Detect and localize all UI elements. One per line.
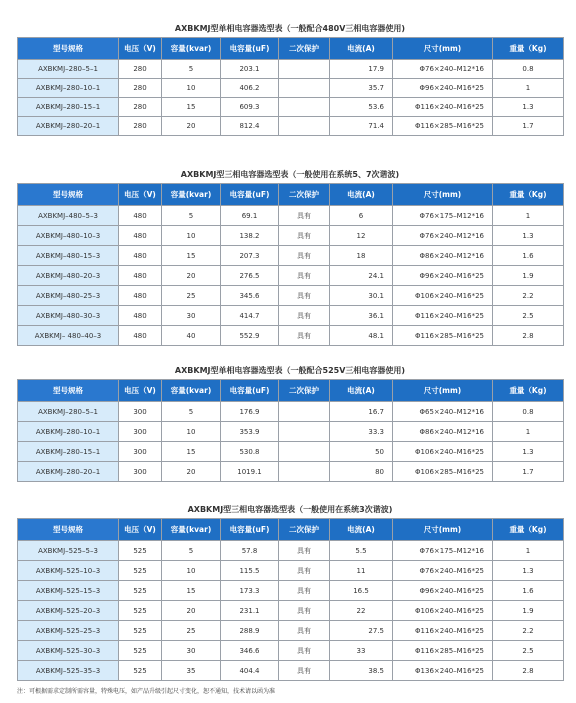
header-size: 尺寸(mm) (393, 380, 493, 402)
cell-capacity: 5 (162, 60, 221, 79)
header-current: 电流(A) (330, 519, 393, 541)
header-row (18, 380, 564, 402)
cell-voltage: 300 (119, 402, 162, 422)
cell-capacitance: 176.9 (221, 402, 279, 422)
cell-capacitance: 404.4 (221, 661, 279, 681)
cell-weight: 1 (493, 206, 564, 226)
header-weight: 重量（Kg) (493, 380, 564, 402)
table-title: AXBKMJ型单相电容器选型表（一般配合480V三相电容器使用) (174, 24, 406, 33)
table-row (18, 641, 564, 661)
header-size: 尺寸(mm) (393, 38, 493, 60)
cell-weight: 2.2 (493, 286, 564, 306)
cell-voltage: 280 (119, 60, 162, 79)
cell-weight: 1.3 (493, 561, 564, 581)
cell-protection: 具有 (279, 326, 330, 346)
cell-size: Φ76×175–M12*16 (393, 541, 493, 561)
cell-protection: 具有 (279, 286, 330, 306)
cell-capacitance: 530.8 (221, 442, 279, 462)
cell-protection: 具有 (279, 306, 330, 326)
cell-voltage: 280 (119, 79, 162, 98)
cell-weight: 1.9 (493, 266, 564, 286)
cell-model: AXBKMJ–480–5–3 (18, 206, 119, 226)
table-row (18, 661, 564, 681)
cell-model: AXBKMJ–525–10–3 (18, 561, 119, 581)
cell-size: Φ96×240–M16*25 (393, 266, 493, 286)
cell-model: AXBKMJ–480–25–3 (18, 286, 119, 306)
cell-weight: 2.5 (493, 641, 564, 661)
cell-voltage: 525 (119, 581, 162, 601)
cell-capacity: 10 (162, 561, 221, 581)
cell-voltage: 525 (119, 601, 162, 621)
table-row (18, 117, 564, 136)
cell-voltage: 480 (119, 226, 162, 246)
cell-current: 53.6 (330, 98, 393, 117)
cell-protection (279, 402, 330, 422)
cell-current: 50 (330, 442, 393, 462)
header-capacity: 容量(kvar) (162, 38, 221, 60)
cell-capacitance: 609.3 (221, 98, 279, 117)
cell-model: AXBKMJ–280–20–1 (18, 117, 119, 136)
cell-capacitance: 231.1 (221, 601, 279, 621)
header-voltage: 电压（V) (119, 184, 162, 206)
table-row (18, 286, 564, 306)
cell-voltage: 300 (119, 422, 162, 442)
cell-size: Φ76×240–M16*25 (393, 561, 493, 581)
table-row (18, 442, 564, 462)
table-row (18, 98, 564, 117)
table-title: AXBKMJ型三相电容器选型表（一般使用在系统3次谐波) (187, 505, 393, 514)
cell-model: AXBKMJ–280–20–1 (18, 462, 119, 482)
header-weight: 重量（Kg) (493, 184, 564, 206)
table-row (18, 541, 564, 561)
cell-protection: 具有 (279, 601, 330, 621)
table-row (18, 60, 564, 79)
cell-capacitance: 207.3 (221, 246, 279, 266)
cell-model: AXBKMJ–480–20–3 (18, 266, 119, 286)
cell-protection (279, 117, 330, 136)
cell-model: AXBKMJ–525–30–3 (18, 641, 119, 661)
header-capacitance: 电容量(uF) (221, 519, 279, 541)
cell-voltage: 280 (119, 98, 162, 117)
cell-voltage: 480 (119, 286, 162, 306)
spec-table-1 (17, 37, 564, 136)
cell-protection: 具有 (279, 541, 330, 561)
cell-voltage: 480 (119, 206, 162, 226)
cell-weight: 2.8 (493, 326, 564, 346)
cell-current: 48.1 (330, 326, 393, 346)
cell-capacity: 10 (162, 79, 221, 98)
table-section-4 (17, 501, 563, 681)
cell-size: Φ76×240–M12*16 (393, 60, 493, 79)
cell-capacitance: 812.4 (221, 117, 279, 136)
cell-current: 27.5 (330, 621, 393, 641)
cell-capacitance: 414.7 (221, 306, 279, 326)
header-current: 电流(A) (330, 380, 393, 402)
cell-capacity: 20 (162, 462, 221, 482)
cell-current: 11 (330, 561, 393, 581)
header-capacity: 容量(kvar) (162, 519, 221, 541)
table-row (18, 79, 564, 98)
cell-voltage: 525 (119, 641, 162, 661)
cell-size: Φ116×285–M16*25 (393, 117, 493, 136)
cell-current: 36.1 (330, 306, 393, 326)
cell-capacity: 30 (162, 641, 221, 661)
cell-size: Φ106×240–M16*25 (393, 601, 493, 621)
cell-model: AXBKMJ–480–15–3 (18, 246, 119, 266)
cell-protection: 具有 (279, 581, 330, 601)
table-row (18, 621, 564, 641)
cell-weight: 0.8 (493, 402, 564, 422)
cell-capacitance: 115.5 (221, 561, 279, 581)
cell-capacity: 5 (162, 541, 221, 561)
cell-capacity: 15 (162, 246, 221, 266)
spec-table-4 (17, 518, 564, 681)
cell-capacity: 15 (162, 442, 221, 462)
cell-current: 12 (330, 226, 393, 246)
cell-size: Φ136×240–M16*25 (393, 661, 493, 681)
cell-voltage: 480 (119, 326, 162, 346)
header-voltage: 电压（V) (119, 380, 162, 402)
cell-weight: 2.2 (493, 621, 564, 641)
cell-size: Φ116×240–M16*25 (393, 621, 493, 641)
header-row (18, 38, 564, 60)
cell-current: 38.5 (330, 661, 393, 681)
cell-current: 6 (330, 206, 393, 226)
cell-protection: 具有 (279, 641, 330, 661)
cell-current: 16.5 (330, 581, 393, 601)
cell-size: Φ116×285–M16*25 (393, 326, 493, 346)
cell-current: 33 (330, 641, 393, 661)
cell-voltage: 525 (119, 561, 162, 581)
cell-weight: 1.9 (493, 601, 564, 621)
cell-current: 17.9 (330, 60, 393, 79)
cell-capacity: 25 (162, 621, 221, 641)
cell-current: 33.3 (330, 422, 393, 442)
cell-capacitance: 138.2 (221, 226, 279, 246)
table-row (18, 246, 564, 266)
cell-model: AXBKMJ–280–10–1 (18, 79, 119, 98)
cell-weight: 1.6 (493, 246, 564, 266)
table-row (18, 206, 564, 226)
cell-capacitance: 1019.1 (221, 462, 279, 482)
cell-capacitance: 276.5 (221, 266, 279, 286)
cell-weight: 1.7 (493, 462, 564, 482)
cell-capacity: 25 (162, 286, 221, 306)
header-current: 电流(A) (330, 184, 393, 206)
cell-size: Φ86×240–M12*16 (393, 246, 493, 266)
table-section-1 (17, 20, 563, 136)
cell-weight: 1 (493, 541, 564, 561)
cell-capacity: 30 (162, 306, 221, 326)
cell-weight: 1 (493, 422, 564, 442)
cell-capacity: 20 (162, 601, 221, 621)
cell-protection: 具有 (279, 561, 330, 581)
cell-model: AXBKMJ–525–5–3 (18, 541, 119, 561)
header-protection: 二次保护 (279, 184, 330, 206)
cell-capacity: 15 (162, 581, 221, 601)
header-capacity: 容量(kvar) (162, 184, 221, 206)
cell-voltage: 280 (119, 117, 162, 136)
cell-voltage: 525 (119, 541, 162, 561)
cell-current: 16.7 (330, 402, 393, 422)
header-size: 尺寸(mm) (393, 519, 493, 541)
header-voltage: 电压（V) (119, 38, 162, 60)
cell-capacity: 20 (162, 117, 221, 136)
table-title: AXBKMJ型单相电容器选型表（一般配合525V三相电容器使用) (174, 366, 406, 375)
cell-size: Φ65×240–M12*16 (393, 402, 493, 422)
header-capacitance: 电容量(uF) (221, 380, 279, 402)
cell-size: Φ96×240–M16*25 (393, 581, 493, 601)
cell-weight: 1.3 (493, 98, 564, 117)
table-row (18, 422, 564, 442)
cell-current: 35.7 (330, 79, 393, 98)
header-protection: 二次保护 (279, 38, 330, 60)
cell-weight: 1 (493, 79, 564, 98)
footnote: 注：可根据需求定制所需容量，特殊电压，如产品升级引起尺寸变化，恕不通知，技术请以函为准 (17, 688, 276, 695)
header-capacity: 容量(kvar) (162, 380, 221, 402)
cell-weight: 1.6 (493, 581, 564, 601)
cell-capacity: 40 (162, 326, 221, 346)
table-row (18, 402, 564, 422)
cell-model: AXBKMJ– 480–40–3 (18, 326, 119, 346)
cell-voltage: 300 (119, 462, 162, 482)
cell-protection (279, 462, 330, 482)
cell-model: AXBKMJ–525–35–3 (18, 661, 119, 681)
cell-protection: 具有 (279, 621, 330, 641)
cell-capacitance: 346.6 (221, 641, 279, 661)
header-model: 型号规格 (18, 38, 119, 60)
header-protection: 二次保护 (279, 380, 330, 402)
table-row (18, 266, 564, 286)
cell-size: Φ106×240–M16*25 (393, 286, 493, 306)
cell-voltage: 525 (119, 661, 162, 681)
cell-model: AXBKMJ–280–5–1 (18, 60, 119, 79)
cell-capacity: 15 (162, 98, 221, 117)
cell-size: Φ76×175–M12*16 (393, 206, 493, 226)
table-row (18, 561, 564, 581)
table-row (18, 326, 564, 346)
cell-capacity: 20 (162, 266, 221, 286)
cell-protection: 具有 (279, 266, 330, 286)
cell-current: 5.5 (330, 541, 393, 561)
cell-size: Φ76×240–M12*16 (393, 226, 493, 246)
cell-model: AXBKMJ–280–15–1 (18, 98, 119, 117)
cell-capacity: 10 (162, 422, 221, 442)
cell-capacitance: 552.9 (221, 326, 279, 346)
cell-model: AXBKMJ–480–30–3 (18, 306, 119, 326)
cell-size: Φ116×240–M16*25 (393, 306, 493, 326)
cell-size: Φ106×240–M16*25 (393, 442, 493, 462)
cell-capacitance: 173.3 (221, 581, 279, 601)
table-section-3 (17, 362, 563, 482)
cell-capacitance: 203.1 (221, 60, 279, 79)
cell-protection: 具有 (279, 246, 330, 266)
cell-protection: 具有 (279, 206, 330, 226)
cell-capacitance: 57.8 (221, 541, 279, 561)
cell-capacitance: 288.9 (221, 621, 279, 641)
cell-size: Φ106×285–M16*25 (393, 462, 493, 482)
cell-current: 18 (330, 246, 393, 266)
cell-weight: 0.8 (493, 60, 564, 79)
cell-model: AXBKMJ–280–15–1 (18, 442, 119, 462)
header-model: 型号规格 (18, 380, 119, 402)
cell-voltage: 480 (119, 266, 162, 286)
cell-weight: 2.8 (493, 661, 564, 681)
cell-protection (279, 98, 330, 117)
cell-protection: 具有 (279, 661, 330, 681)
cell-size: Φ116×240–M16*25 (393, 98, 493, 117)
cell-current: 24.1 (330, 266, 393, 286)
cell-protection (279, 60, 330, 79)
table-section-2 (17, 166, 563, 346)
header-row (18, 519, 564, 541)
table-title: AXBKMJ型三相电容器选型表（一般使用在系统5、7次谐波) (180, 170, 400, 179)
cell-protection (279, 422, 330, 442)
cell-model: AXBKMJ–525–25–3 (18, 621, 119, 641)
header-protection: 二次保护 (279, 519, 330, 541)
spec-table-3 (17, 379, 564, 482)
cell-protection (279, 79, 330, 98)
spec-table-2 (17, 183, 564, 346)
cell-model: AXBKMJ–525–20–3 (18, 601, 119, 621)
cell-capacity: 5 (162, 206, 221, 226)
cell-voltage: 525 (119, 621, 162, 641)
cell-voltage: 480 (119, 246, 162, 266)
cell-size: Φ116×285–M16*25 (393, 641, 493, 661)
cell-capacitance: 353.9 (221, 422, 279, 442)
header-model: 型号规格 (18, 519, 119, 541)
cell-weight: 1.3 (493, 442, 564, 462)
cell-capacitance: 69.1 (221, 206, 279, 226)
cell-capacity: 10 (162, 226, 221, 246)
header-weight: 重量（Kg) (493, 519, 564, 541)
cell-model: AXBKMJ–280–10–1 (18, 422, 119, 442)
table-row (18, 306, 564, 326)
cell-weight: 2.5 (493, 306, 564, 326)
cell-current: 71.4 (330, 117, 393, 136)
header-weight: 重量（Kg) (493, 38, 564, 60)
table-row (18, 226, 564, 246)
header-capacitance: 电容量(uF) (221, 184, 279, 206)
header-model: 型号规格 (18, 184, 119, 206)
cell-current: 80 (330, 462, 393, 482)
header-current: 电流(A) (330, 38, 393, 60)
cell-capacitance: 406.2 (221, 79, 279, 98)
cell-voltage: 300 (119, 442, 162, 462)
cell-weight: 1.7 (493, 117, 564, 136)
cell-capacitance: 345.6 (221, 286, 279, 306)
cell-current: 22 (330, 601, 393, 621)
cell-current: 30.1 (330, 286, 393, 306)
cell-model: AXBKMJ–280–5–1 (18, 402, 119, 422)
table-row (18, 462, 564, 482)
cell-voltage: 480 (119, 306, 162, 326)
cell-weight: 1.3 (493, 226, 564, 246)
header-voltage: 电压（V) (119, 519, 162, 541)
cell-capacity: 35 (162, 661, 221, 681)
cell-capacity: 5 (162, 402, 221, 422)
cell-model: AXBKMJ–480–10–3 (18, 226, 119, 246)
table-row (18, 581, 564, 601)
header-row (18, 184, 564, 206)
cell-protection (279, 442, 330, 462)
cell-model: AXBKMJ–525–15–3 (18, 581, 119, 601)
table-row (18, 601, 564, 621)
cell-size: Φ86×240–M12*16 (393, 422, 493, 442)
cell-size: Φ96×240–M16*25 (393, 79, 493, 98)
cell-protection: 具有 (279, 226, 330, 246)
header-size: 尺寸(mm) (393, 184, 493, 206)
header-capacitance: 电容量(uF) (221, 38, 279, 60)
